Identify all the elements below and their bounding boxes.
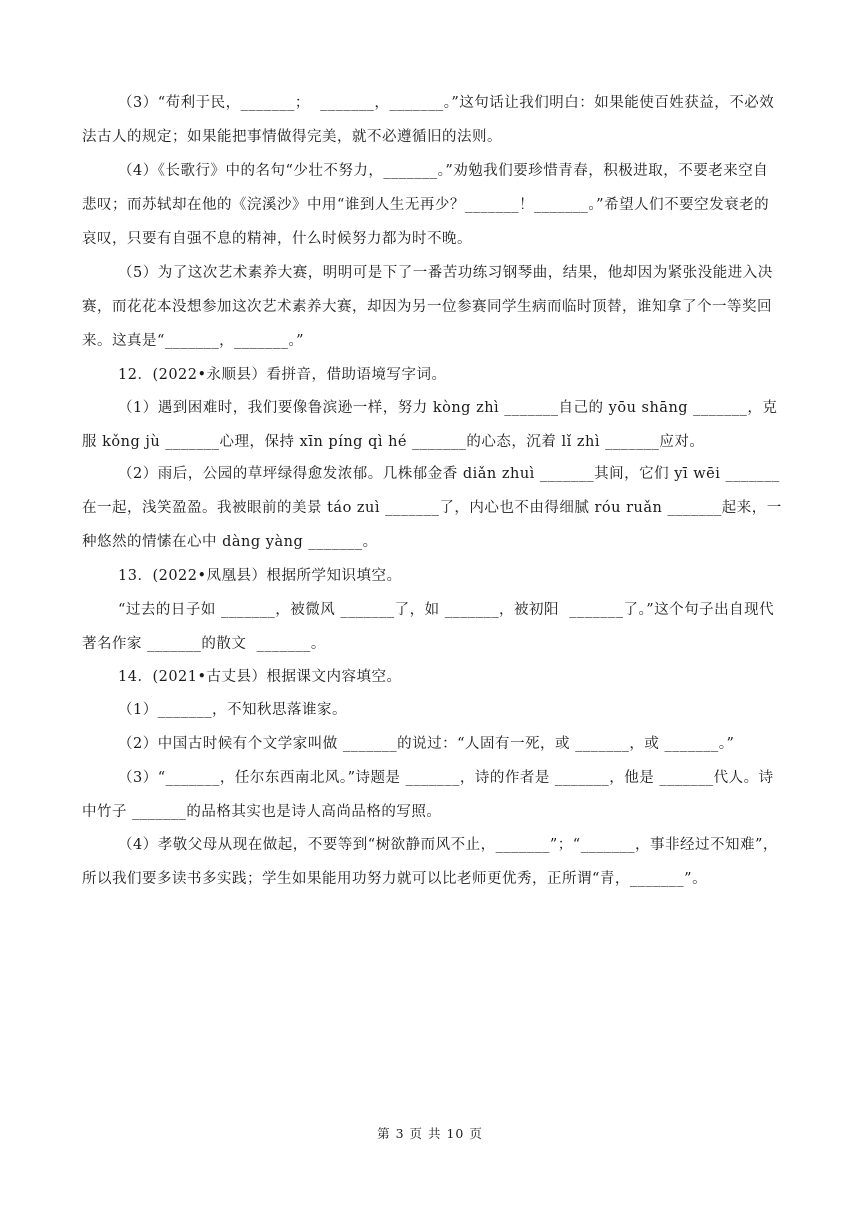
question-14-part-1: （1）_______，不知秋思落谁家。 bbox=[118, 702, 347, 718]
question-11-part-4: （4）《长歌行》中的名句“少壮不努力，_______。”劝勉我们要珍惜青春，积极进取，不要老来空自悲叹；而苏轼却在他的《浣溪沙》中用“谁到人生无再少？_______！_______。”希望人们不要空发衰老的哀叹，只要有自强不息的精神，什么时候努力都为时不晚。 bbox=[82, 163, 770, 247]
question-14-part-3: （3）“_______，任尔东西南北风。”诗题是 _______，诗的作者是 _______，他是 _______代人。诗中竹子 _______的品格其实也是诗人高尚品格的写照。 bbox=[82, 770, 774, 820]
question-13-body: “过去的日子如 _______，被微风 _______了，如 _______，被初阳 _______了。”这个句子出自现代著名作家 _______的散文 _______。 bbox=[82, 602, 775, 652]
question-14-part-4: （4）孝敬父母从现在做起，不要等到“树欲静而风不止，_______”；“_______，事非经过不知难”，所以我们要多读书多实践；学生如果能用功努力就可以比老师更优秀，正所谓“青，_______”。 bbox=[82, 837, 778, 887]
question-11-part-5: （5）为了这次艺术素养大赛，明明可是下了一番苦功练习钢琴曲，结果，他却因为紧张没能进入决赛，而花花本没想参加这次艺术素养大赛，却因为另一位参赛同学生病而临时顶替，谁知拿了个一等奖回来。这真是“_______，_______。” bbox=[82, 265, 773, 349]
question-12-part-1: （1）遇到困难时，我们要像鲁滨逊一样，努力 kòng zhì _______自己的 yōu shāng _______，克服 kǒng jù _______心理，保持 xīn píng qì hé _______的心态，沉着 lǐ zhì _______应对。 bbox=[82, 400, 778, 450]
question-12-part-2: （2）雨后，公园的草坪绿得愈发浓郁。几株郁金香 diǎn zhuì _______其间，它们 yī wēi _______在一起，浅笑盈盈。我被眼前的美景 táo zuì _______了，内心也不由得细腻 róu ruǎn _______起来，一种悠然的情愫在心中 dàng yàng _______。 bbox=[82, 466, 782, 550]
question-11-part-3: （3）“苟利于民，_______； _______，_______。”这句话让我们明白：如果能使百姓获益，不必效法古人的规定；如果能把事情做得完美，就不必遵循旧的法则。 bbox=[82, 95, 775, 145]
question-13-heading: 13．(2022•凤凰县）根据所学知识填空。 bbox=[118, 568, 402, 584]
page-number-footer: 第 3 页 共 10 页 bbox=[377, 1126, 483, 1141]
question-14-part-2: （2）中国古时候有个文学家叫做 _______的说过：“人固有一死，或 _______，或 _______。” bbox=[118, 736, 735, 752]
question-12-heading: 12．(2022•永顺县）看拼音，借助语境写字词。 bbox=[118, 367, 447, 383]
question-14-heading: 14．(2021•古丈县）根据课文内容填空。 bbox=[118, 669, 402, 685]
